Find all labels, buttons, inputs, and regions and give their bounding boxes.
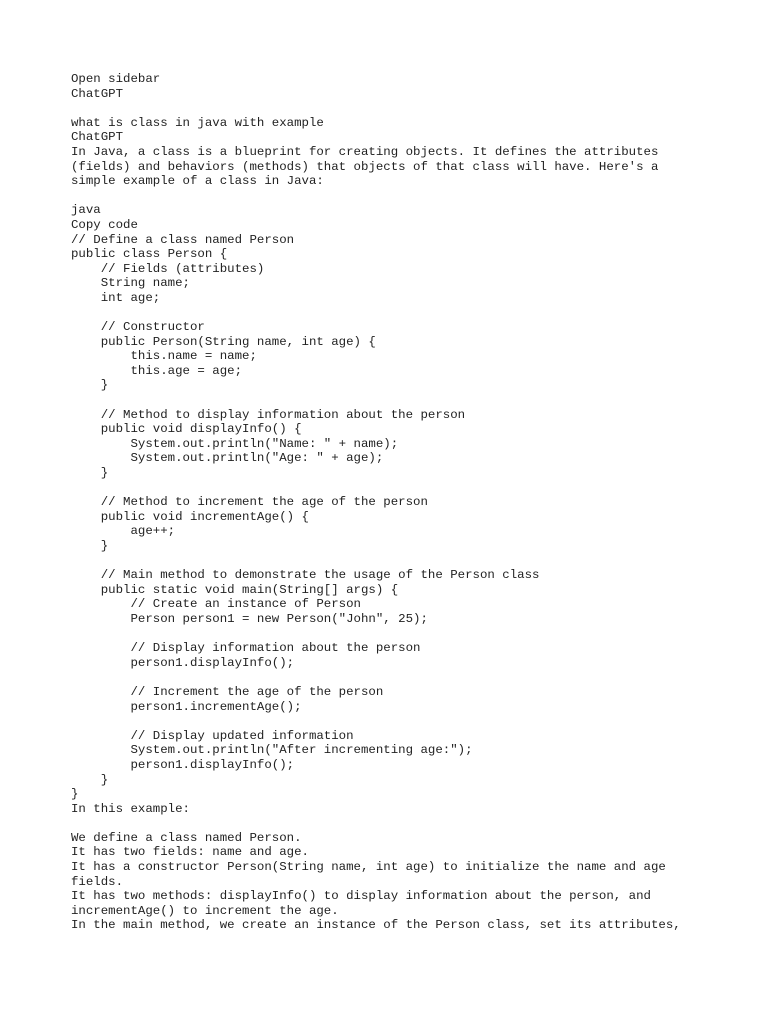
spacer [71,101,711,116]
code-line [71,306,711,321]
code-line: this.age = age; [71,363,243,378]
code-line [71,714,711,729]
code-line: public static void main(String[] args) { [71,582,399,597]
code-line: String name; [71,276,190,291]
code-line: } [71,466,109,481]
code-line: // Main method to demonstrate the usage of the Person class [71,568,540,583]
explanation-line: It has two fields: name and age. [71,845,309,860]
code-line [71,670,711,685]
code-line: System.out.println("After incrementing age:"); [71,743,473,758]
code-line: // Fields (attributes) [71,261,265,276]
code-line: } [71,539,109,553]
app-name: ChatGPT [71,86,124,101]
code-line: // Display information about the person [71,641,421,656]
explanation-line: We define a class named Person. [71,830,302,845]
code-line: System.out.println("Age: " + age); [71,451,384,466]
intro-line: simple example of a class in Java: [71,174,324,189]
code-line [71,481,711,496]
open-sidebar-link[interactable]: Open sidebar [71,72,161,86]
explanation-line: In the main method, we create an instance of the Person class, set its attributes, [71,918,681,933]
copy-code-button[interactable]: Copy code [71,217,138,232]
code-line [71,627,711,642]
intro-line: In Java, a class is a blueprint for creating objects. It defines the attributes [71,144,659,159]
code-line: public void incrementAge() { [71,509,309,524]
code-line: person1.displayInfo(); [71,655,295,670]
user-prompt: what is class in java with example [71,115,324,130]
code-line: person1.displayInfo(); [71,757,295,772]
code-line: } [71,787,79,802]
code-block [71,233,711,802]
code-line: age++; [71,524,176,539]
code-line: // Display updated information [71,728,354,743]
code-line: // Method to display information about the person [71,407,466,422]
explanation-intro: In this example: [71,801,190,816]
explanation-line: fields. [71,874,124,889]
assistant-label: ChatGPT [71,130,124,145]
document-page [71,72,711,933]
explanation-line: It has a constructor Person(String name, int age) to initialize the name and age [71,860,666,875]
code-line: this.name = name; [71,349,257,364]
code-line: public Person(String name, int age) { [71,334,376,349]
code-line: } [71,772,109,787]
code-line: // Define a class named Person [71,232,295,247]
code-line [71,554,711,569]
code-line: public class Person { [71,247,228,262]
explanation-line: incrementAge() to increment the age. [71,903,339,918]
code-line: } [71,378,109,393]
code-line: person1.incrementAge(); [71,699,302,714]
code-line: Person person1 = new Person("John", 25); [71,611,428,626]
code-language: java [71,203,101,218]
code-line: System.out.println("Name: " + name); [71,436,399,451]
spacer [71,816,711,831]
code-line: // Create an instance of Person [71,597,361,612]
code-line [71,393,711,408]
spacer [71,189,711,204]
code-line: // Increment the age of the person [71,684,384,699]
assistant-intro [71,145,711,189]
code-line: // Method to increment the age of the person [71,495,428,510]
intro-line: (fields) and behaviors (methods) that objects of that class will have. Here's a [71,159,659,174]
explanation-line: It has two methods: displayInfo() to display information about the person, and [71,889,651,904]
explanation-list [71,831,711,933]
code-line: // Constructor [71,320,205,335]
code-line: int age; [71,290,161,305]
code-line: public void displayInfo() { [71,422,302,437]
